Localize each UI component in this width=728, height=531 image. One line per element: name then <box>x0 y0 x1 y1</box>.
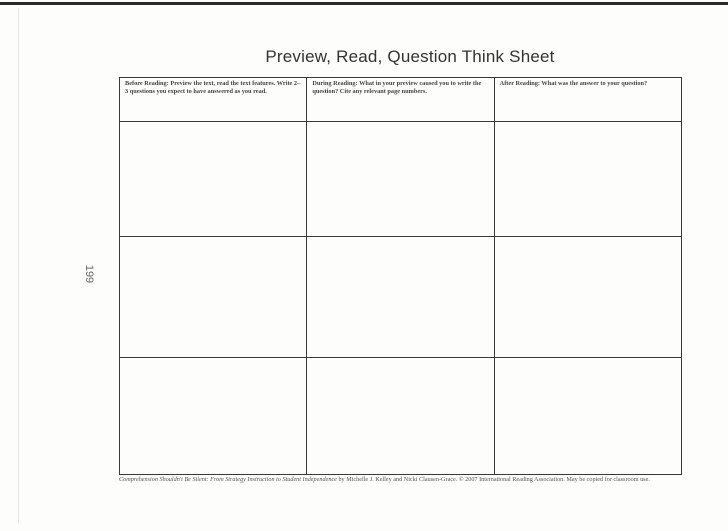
answer-row <box>120 358 682 475</box>
top-border-rule <box>0 2 728 5</box>
footer-book-title: Comprehension Shouldn't Be Silent: From Strategy Instruction to Student Independence <box>119 476 337 483</box>
column-header-before-reading: Before Reading: Preview the text, read the text features. Write 2–3 questions you expect to have answered as you read. <box>120 78 307 122</box>
column-header-during-reading: During Reading: What in your preview caused you to write the question? Cite any relevant page numbers. <box>307 78 494 122</box>
header-row <box>120 78 682 122</box>
answer-cell-after-3[interactable] <box>494 358 681 475</box>
binding-margin-line <box>18 8 19 523</box>
answer-cell-during-2[interactable] <box>307 237 494 358</box>
think-sheet-table <box>119 77 682 475</box>
answer-cell-during-1[interactable] <box>307 122 494 237</box>
page-number: 199 <box>83 264 96 284</box>
answer-cell-after-1[interactable] <box>494 122 681 237</box>
footer-credit: by Michelle J. Kelley and Nicki Clausen-Grace. © 2007 International Reading Association. May be copied for classroom use. <box>338 476 650 483</box>
answer-cell-before-2[interactable] <box>120 237 307 358</box>
answer-cell-during-3[interactable] <box>307 358 494 475</box>
answer-cell-after-2[interactable] <box>494 237 681 358</box>
answer-cell-before-1[interactable] <box>120 122 307 237</box>
answer-cell-before-3[interactable] <box>120 358 307 475</box>
answer-row <box>120 237 682 358</box>
page-title: Preview, Read, Question Think Sheet <box>265 47 555 66</box>
column-header-after-reading: After Reading: What was the answer to your question? <box>494 78 681 122</box>
answer-row <box>120 122 682 237</box>
copyright-footer <box>119 476 685 484</box>
